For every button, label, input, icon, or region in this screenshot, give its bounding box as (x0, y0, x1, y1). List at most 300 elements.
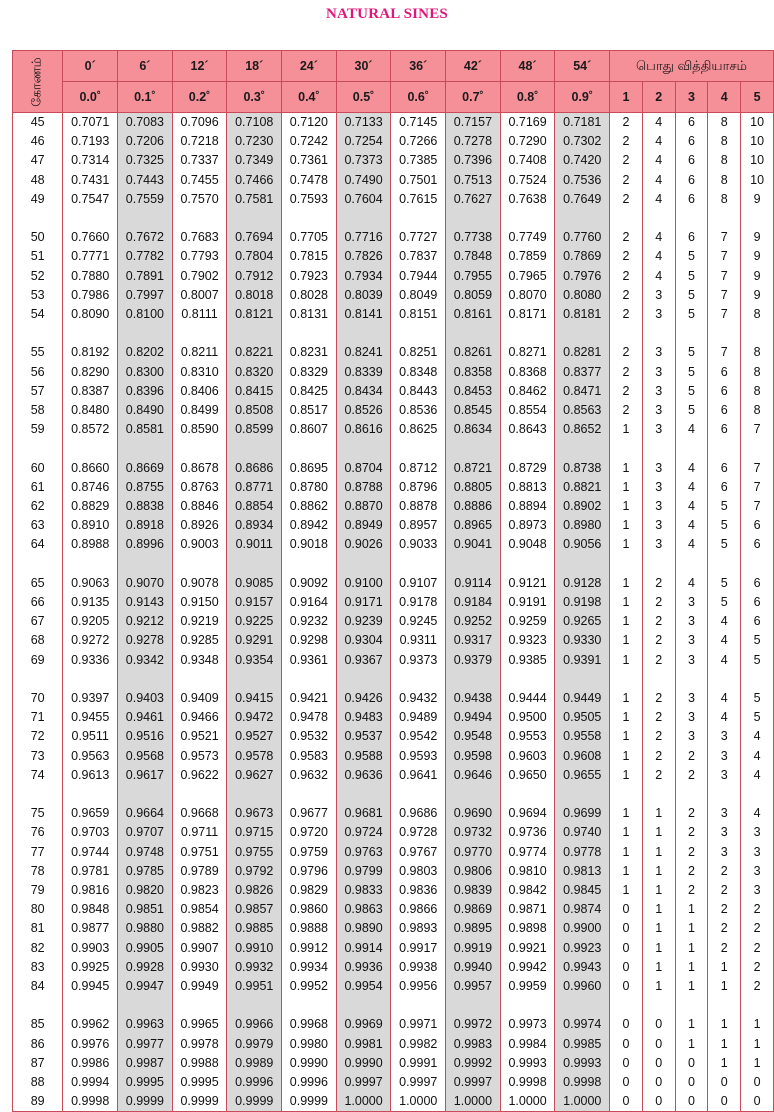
mean-difference-cell: 2 (610, 228, 643, 247)
spacer-cell (642, 785, 675, 804)
sine-value-cell: 0.9483 (336, 708, 391, 727)
spacer-cell (172, 996, 227, 1015)
sine-value-cell: 0.7683 (172, 228, 227, 247)
mean-difference-cell: 4 (675, 516, 708, 535)
sine-value-cell: 0.8141 (336, 305, 391, 324)
spacer-cell (336, 555, 391, 574)
sine-value-cell: 0.9317 (446, 631, 501, 650)
sine-value-cell: 0.8425 (282, 382, 337, 401)
sine-value-cell: 0.9799 (336, 862, 391, 881)
sine-value-cell: 0.9792 (227, 862, 282, 881)
sine-value-cell: 0.7627 (446, 190, 501, 209)
degree-cell: 84 (13, 977, 63, 996)
degree-cell: 77 (13, 843, 63, 862)
degree-cell: 50 (13, 228, 63, 247)
sine-value-cell: 0.8377 (555, 363, 610, 382)
minutes-header: 54´ (555, 51, 610, 82)
spacer-cell (63, 670, 118, 689)
sine-value-cell: 0.9455 (63, 708, 118, 727)
spacer-cell (610, 555, 643, 574)
sine-value-cell: 0.7290 (500, 132, 555, 151)
sine-value-cell: 0.9980 (282, 1035, 337, 1054)
sine-value-cell: 0.9960 (555, 977, 610, 996)
sine-value-cell: 0.9983 (446, 1035, 501, 1054)
sine-value-cell: 1.0000 (555, 1092, 610, 1112)
spacer-cell (642, 324, 675, 343)
spacer-cell (63, 555, 118, 574)
sine-value-cell: 0.9999 (282, 1092, 337, 1112)
mean-difference-cell: 3 (741, 823, 774, 842)
degree-cell: 79 (13, 881, 63, 900)
mean-difference-cell: 1 (708, 1054, 741, 1073)
mean-difference-cell: 1 (610, 497, 643, 516)
sine-value-cell: 0.8643 (500, 420, 555, 439)
sine-value-cell: 0.9157 (227, 593, 282, 612)
mean-difference-cell: 10 (741, 151, 774, 170)
spacer-cell (282, 785, 337, 804)
mean-difference-cell: 2 (610, 267, 643, 286)
sine-value-cell: 0.9421 (282, 689, 337, 708)
sine-value-cell: 0.9285 (172, 631, 227, 650)
sine-value-cell: 0.9934 (282, 958, 337, 977)
degree-cell: 85 (13, 1015, 63, 1034)
sine-value-cell: 0.8870 (336, 497, 391, 516)
table-row (13, 132, 774, 151)
mean-difference-cell: 8 (708, 151, 741, 170)
sine-value-cell: 0.9026 (336, 535, 391, 554)
spacer-cell (118, 555, 173, 574)
decimal-degree-header: 0.6˚ (391, 82, 446, 113)
sine-value-cell: 0.9839 (446, 881, 501, 900)
sine-value-cell: 0.9984 (500, 1035, 555, 1054)
mean-difference-cell: 5 (741, 708, 774, 727)
spacer-cell (675, 670, 708, 689)
sine-value-cell: 0.9225 (227, 612, 282, 631)
mean-difference-cell: 3 (708, 727, 741, 746)
mean-difference-cell: 4 (642, 171, 675, 190)
mean-difference-cell: 9 (741, 190, 774, 209)
mean-difference-cell: 7 (708, 247, 741, 266)
degree-cell: 81 (13, 919, 63, 938)
spacer-cell (336, 324, 391, 343)
sine-value-cell: 0.9583 (282, 747, 337, 766)
sine-value-cell: 0.8471 (555, 382, 610, 401)
mean-difference-cell: 1 (610, 478, 643, 497)
sine-value-cell: 0.9925 (63, 958, 118, 977)
sine-value-cell: 0.9646 (446, 766, 501, 785)
sine-value-cell: 0.9070 (118, 574, 173, 593)
sine-value-cell: 0.9996 (227, 1073, 282, 1092)
mean-difference-cell: 2 (642, 766, 675, 785)
sine-value-cell: 0.9354 (227, 651, 282, 670)
degree-cell: 63 (13, 516, 63, 535)
mean-difference-cell: 0 (675, 1054, 708, 1073)
sine-value-cell: 0.7396 (446, 151, 501, 170)
sine-value-cell: 0.8348 (391, 363, 446, 382)
spacer-cell (555, 324, 610, 343)
degree-cell: 70 (13, 689, 63, 708)
sine-value-cell: 0.9573 (172, 747, 227, 766)
sine-value-cell: 0.9990 (336, 1054, 391, 1073)
mean-difference-cell: 2 (610, 171, 643, 190)
mean-difference-cell: 1 (610, 843, 643, 862)
spacer-cell (446, 996, 501, 1015)
sine-value-cell: 0.9971 (391, 1015, 446, 1034)
sine-value-cell: 0.8415 (227, 382, 282, 401)
mean-difference-cell: 3 (642, 286, 675, 305)
sine-value-cell: 0.9128 (555, 574, 610, 593)
sine-value-cell: 0.9627 (227, 766, 282, 785)
sine-value-cell: 0.9947 (118, 977, 173, 996)
mean-difference-cell: 4 (675, 459, 708, 478)
table-row (13, 823, 774, 842)
sine-value-cell: 0.7912 (227, 267, 282, 286)
mean-difference-cell: 0 (675, 1092, 708, 1112)
table-row (13, 708, 774, 727)
sine-value-cell: 0.8686 (227, 459, 282, 478)
table-row (13, 516, 774, 535)
sine-value-cell: 0.9813 (555, 862, 610, 881)
spacer-cell (336, 439, 391, 458)
mean-difference-cell: 2 (675, 747, 708, 766)
mean-difference-cell: 7 (741, 478, 774, 497)
difference-column-header: 1 (610, 82, 643, 113)
spacer-cell (63, 996, 118, 1015)
spacer-cell (391, 996, 446, 1015)
sine-value-cell: 0.8080 (555, 286, 610, 305)
sine-value-cell: 0.8526 (336, 401, 391, 420)
sine-value-cell: 0.8320 (227, 363, 282, 382)
degree-cell: 83 (13, 958, 63, 977)
sine-value-cell: 0.9845 (555, 881, 610, 900)
mean-difference-cell: 3 (708, 766, 741, 785)
sine-value-cell: 0.8090 (63, 305, 118, 324)
sine-value-cell: 0.7278 (446, 132, 501, 151)
sine-value-cell: 0.7547 (63, 190, 118, 209)
sine-value-cell: 0.9558 (555, 727, 610, 746)
spacer-cell (500, 324, 555, 343)
sine-value-cell: 0.7325 (118, 151, 173, 170)
sine-value-cell: 0.9304 (336, 631, 391, 650)
sine-value-cell: 0.9987 (118, 1054, 173, 1073)
spacer-cell (391, 439, 446, 458)
spacer-cell (741, 555, 774, 574)
spacer-cell (391, 324, 446, 343)
spacer-cell (555, 670, 610, 689)
sine-value-cell: 0.7749 (500, 228, 555, 247)
sine-value-cell: 0.9259 (500, 612, 555, 631)
sine-value-cell: 0.8695 (282, 459, 337, 478)
sine-value-cell: 0.9895 (446, 919, 501, 938)
sine-value-cell: 0.7120 (282, 113, 337, 133)
spacer-cell (172, 209, 227, 228)
sine-value-cell: 0.9928 (118, 958, 173, 977)
sine-value-cell: 0.9990 (282, 1054, 337, 1073)
mean-difference-cell: 1 (642, 900, 675, 919)
minutes-header: 30´ (336, 51, 391, 82)
sine-value-cell: 1.0000 (446, 1092, 501, 1112)
sine-value-cell: 0.8572 (63, 420, 118, 439)
sine-value-cell: 0.7242 (282, 132, 337, 151)
sine-value-cell: 0.9744 (63, 843, 118, 862)
spacer-cell (675, 209, 708, 228)
mean-difference-cell: 2 (610, 247, 643, 266)
mean-difference-cell: 7 (741, 459, 774, 478)
mean-difference-header: பொது வித்தியாசம் (610, 51, 774, 82)
sine-value-cell: 0.8261 (446, 343, 501, 362)
sine-value-cell: 0.9988 (172, 1054, 227, 1073)
table-row (13, 267, 774, 286)
mean-difference-cell: 5 (675, 286, 708, 305)
degree-cell: 61 (13, 478, 63, 497)
spacer-cell (446, 209, 501, 228)
sine-value-cell: 0.9532 (282, 727, 337, 746)
sine-value-cell: 0.7869 (555, 247, 610, 266)
mean-difference-cell: 4 (642, 247, 675, 266)
sine-value-cell: 0.8721 (446, 459, 501, 478)
difference-column-header: 5 (741, 82, 774, 113)
sine-value-cell: 0.8171 (500, 305, 555, 324)
spacer-cell (446, 439, 501, 458)
sine-value-cell: 0.9205 (63, 612, 118, 631)
mean-difference-cell: 7 (708, 267, 741, 286)
sine-value-cell: 0.9432 (391, 689, 446, 708)
mean-difference-cell: 3 (642, 420, 675, 439)
spacer-cell (336, 209, 391, 228)
sine-value-cell: 0.9694 (500, 804, 555, 823)
degree-cell: 53 (13, 286, 63, 305)
sine-value-cell: 0.9003 (172, 535, 227, 554)
sine-value-cell: 0.8599 (227, 420, 282, 439)
spacer-cell (675, 785, 708, 804)
sine-value-cell: 0.9991 (391, 1054, 446, 1073)
sine-value-cell: 0.9997 (391, 1073, 446, 1092)
sine-value-cell: 0.8007 (172, 286, 227, 305)
mean-difference-cell: 4 (675, 420, 708, 439)
mean-difference-cell: 1 (642, 804, 675, 823)
sine-value-cell: 0.7660 (63, 228, 118, 247)
sine-value-cell: 0.9736 (500, 823, 555, 842)
degree-cell: 78 (13, 862, 63, 881)
sine-value-cell: 0.9505 (555, 708, 610, 727)
page-title: NATURAL SINES (326, 6, 448, 22)
sine-value-cell: 0.7944 (391, 267, 446, 286)
mean-difference-cell: 9 (741, 267, 774, 286)
mean-difference-cell: 5 (741, 651, 774, 670)
sine-value-cell: 0.9397 (63, 689, 118, 708)
spacer-cell (610, 670, 643, 689)
sine-value-cell: 0.9905 (118, 939, 173, 958)
mean-difference-cell: 0 (741, 1073, 774, 1092)
sine-value-cell: 0.9107 (391, 574, 446, 593)
mean-difference-cell: 1 (741, 1015, 774, 1034)
mean-difference-cell: 6 (708, 382, 741, 401)
table-row (13, 228, 774, 247)
sine-value-cell: 0.9150 (172, 593, 227, 612)
mean-difference-cell: 4 (642, 132, 675, 151)
sine-value-cell: 0.9449 (555, 689, 610, 708)
mean-difference-cell: 0 (610, 1092, 643, 1112)
mean-difference-cell: 1 (610, 747, 643, 766)
sine-value-cell: 0.7420 (555, 151, 610, 170)
mean-difference-cell: 0 (610, 1035, 643, 1054)
sine-value-cell: 0.9265 (555, 612, 610, 631)
mean-difference-cell: 2 (675, 862, 708, 881)
spacer-cell (500, 785, 555, 804)
mean-difference-cell: 3 (675, 651, 708, 670)
mean-difference-cell: 2 (708, 862, 741, 881)
sine-value-cell: 0.9963 (118, 1015, 173, 1034)
sine-value-cell: 0.8039 (336, 286, 391, 305)
mean-difference-cell: 0 (708, 1092, 741, 1112)
mean-difference-cell: 1 (642, 823, 675, 842)
corner-header (13, 51, 63, 113)
sine-value-cell: 0.8902 (555, 497, 610, 516)
sine-value-cell: 0.7848 (446, 247, 501, 266)
spacer-cell (172, 670, 227, 689)
sine-value-cell: 0.8490 (118, 401, 173, 420)
spacer-cell (118, 439, 173, 458)
sine-value-cell: 0.9673 (227, 804, 282, 823)
sine-value-cell: 0.9755 (227, 843, 282, 862)
sine-value-cell: 0.9537 (336, 727, 391, 746)
mean-difference-cell: 0 (642, 1035, 675, 1054)
mean-difference-cell: 4 (642, 113, 675, 133)
sine-value-cell: 0.9877 (63, 919, 118, 938)
mean-difference-cell: 1 (610, 593, 643, 612)
mean-difference-cell: 0 (642, 1015, 675, 1034)
mean-difference-cell: 1 (741, 1035, 774, 1054)
mean-difference-cell: 3 (741, 881, 774, 900)
sine-value-cell: 0.7145 (391, 113, 446, 133)
sine-value-cell: 0.8300 (118, 363, 173, 382)
mean-difference-cell: 2 (610, 401, 643, 420)
mean-difference-cell: 6 (708, 401, 741, 420)
sine-value-cell: 0.9298 (282, 631, 337, 650)
mean-difference-cell: 1 (675, 958, 708, 977)
sine-value-cell: 0.8231 (282, 343, 337, 362)
sine-value-cell: 0.8965 (446, 516, 501, 535)
mean-difference-cell: 3 (675, 631, 708, 650)
mean-difference-cell: 4 (642, 267, 675, 286)
sine-value-cell: 0.8918 (118, 516, 173, 535)
sines-table-container (12, 50, 774, 1112)
mean-difference-cell: 2 (741, 900, 774, 919)
sine-value-cell: 0.8763 (172, 478, 227, 497)
sine-value-cell: 0.9949 (172, 977, 227, 996)
sine-value-cell: 0.9563 (63, 747, 118, 766)
table-row (13, 535, 774, 554)
spacer-cell (172, 324, 227, 343)
sine-value-cell: 0.8387 (63, 382, 118, 401)
mean-difference-cell: 2 (675, 881, 708, 900)
sine-value-cell: 0.9361 (282, 651, 337, 670)
spacer-cell (610, 785, 643, 804)
sine-value-cell: 0.9781 (63, 862, 118, 881)
table-row (13, 190, 774, 209)
sine-value-cell: 0.8100 (118, 305, 173, 324)
mean-difference-cell: 6 (675, 151, 708, 170)
degree-cell: 69 (13, 651, 63, 670)
mean-difference-cell: 1 (610, 612, 643, 631)
sine-value-cell: 0.7965 (500, 267, 555, 286)
sine-value-cell: 0.7934 (336, 267, 391, 286)
spacer-cell (708, 209, 741, 228)
sine-value-cell: 0.9951 (227, 977, 282, 996)
sine-value-cell: 0.9703 (63, 823, 118, 842)
sine-value-cell: 0.9291 (227, 631, 282, 650)
sine-value-cell: 0.7536 (555, 171, 610, 190)
minutes-header: 6´ (118, 51, 173, 82)
sine-value-cell: 0.9527 (227, 727, 282, 746)
spacer-cell (500, 996, 555, 1015)
decimal-degree-header: 0.8˚ (500, 82, 555, 113)
sine-value-cell: 0.7385 (391, 151, 446, 170)
sine-value-cell: 0.9391 (555, 651, 610, 670)
mean-difference-cell: 4 (708, 689, 741, 708)
mean-difference-cell: 9 (741, 286, 774, 305)
mean-difference-cell: 4 (708, 612, 741, 631)
mean-difference-cell: 3 (675, 727, 708, 746)
sine-value-cell: 0.7782 (118, 247, 173, 266)
sine-value-cell: 0.8329 (282, 363, 337, 382)
sine-value-cell: 0.9820 (118, 881, 173, 900)
sine-value-cell: 0.9191 (500, 593, 555, 612)
sine-value-cell: 0.8480 (63, 401, 118, 420)
table-row (13, 247, 774, 266)
sine-value-cell: 1.0000 (500, 1092, 555, 1112)
sine-value-cell: 0.9415 (227, 689, 282, 708)
sine-value-cell: 0.8886 (446, 497, 501, 516)
spacer-cell (675, 324, 708, 343)
natural-sines-table (12, 50, 774, 1112)
sine-value-cell: 0.7096 (172, 113, 227, 133)
table-row (13, 958, 774, 977)
mean-difference-cell: 3 (708, 747, 741, 766)
group-spacer-row (13, 439, 774, 458)
degree-cell: 54 (13, 305, 63, 324)
spacer-cell (118, 670, 173, 689)
sine-value-cell: 0.9740 (555, 823, 610, 842)
mean-difference-cell: 2 (708, 900, 741, 919)
sine-value-cell: 0.9715 (227, 823, 282, 842)
mean-difference-cell: 5 (675, 401, 708, 420)
mean-difference-cell: 1 (610, 689, 643, 708)
spacer-cell (446, 670, 501, 689)
sine-value-cell: 0.9981 (336, 1035, 391, 1054)
mean-difference-cell: 4 (741, 766, 774, 785)
sine-value-cell: 0.9973 (500, 1015, 555, 1034)
mean-difference-cell: 2 (642, 593, 675, 612)
mean-difference-cell: 1 (642, 919, 675, 938)
difference-column-header: 3 (675, 82, 708, 113)
spacer-cell (675, 439, 708, 458)
sine-value-cell: 0.9999 (227, 1092, 282, 1112)
spacer-cell (708, 996, 741, 1015)
table-row (13, 497, 774, 516)
sine-value-cell: 0.8517 (282, 401, 337, 420)
spacer-cell (282, 439, 337, 458)
sine-value-cell: 0.9992 (446, 1054, 501, 1073)
sine-value-cell: 0.7793 (172, 247, 227, 266)
sine-value-cell: 0.9164 (282, 593, 337, 612)
mean-difference-cell: 1 (610, 881, 643, 900)
mean-difference-cell: 6 (708, 363, 741, 382)
mean-difference-cell: 4 (675, 497, 708, 516)
sine-value-cell: 0.9092 (282, 574, 337, 593)
sine-value-cell: 0.9957 (446, 977, 501, 996)
mean-difference-cell: 1 (610, 727, 643, 746)
